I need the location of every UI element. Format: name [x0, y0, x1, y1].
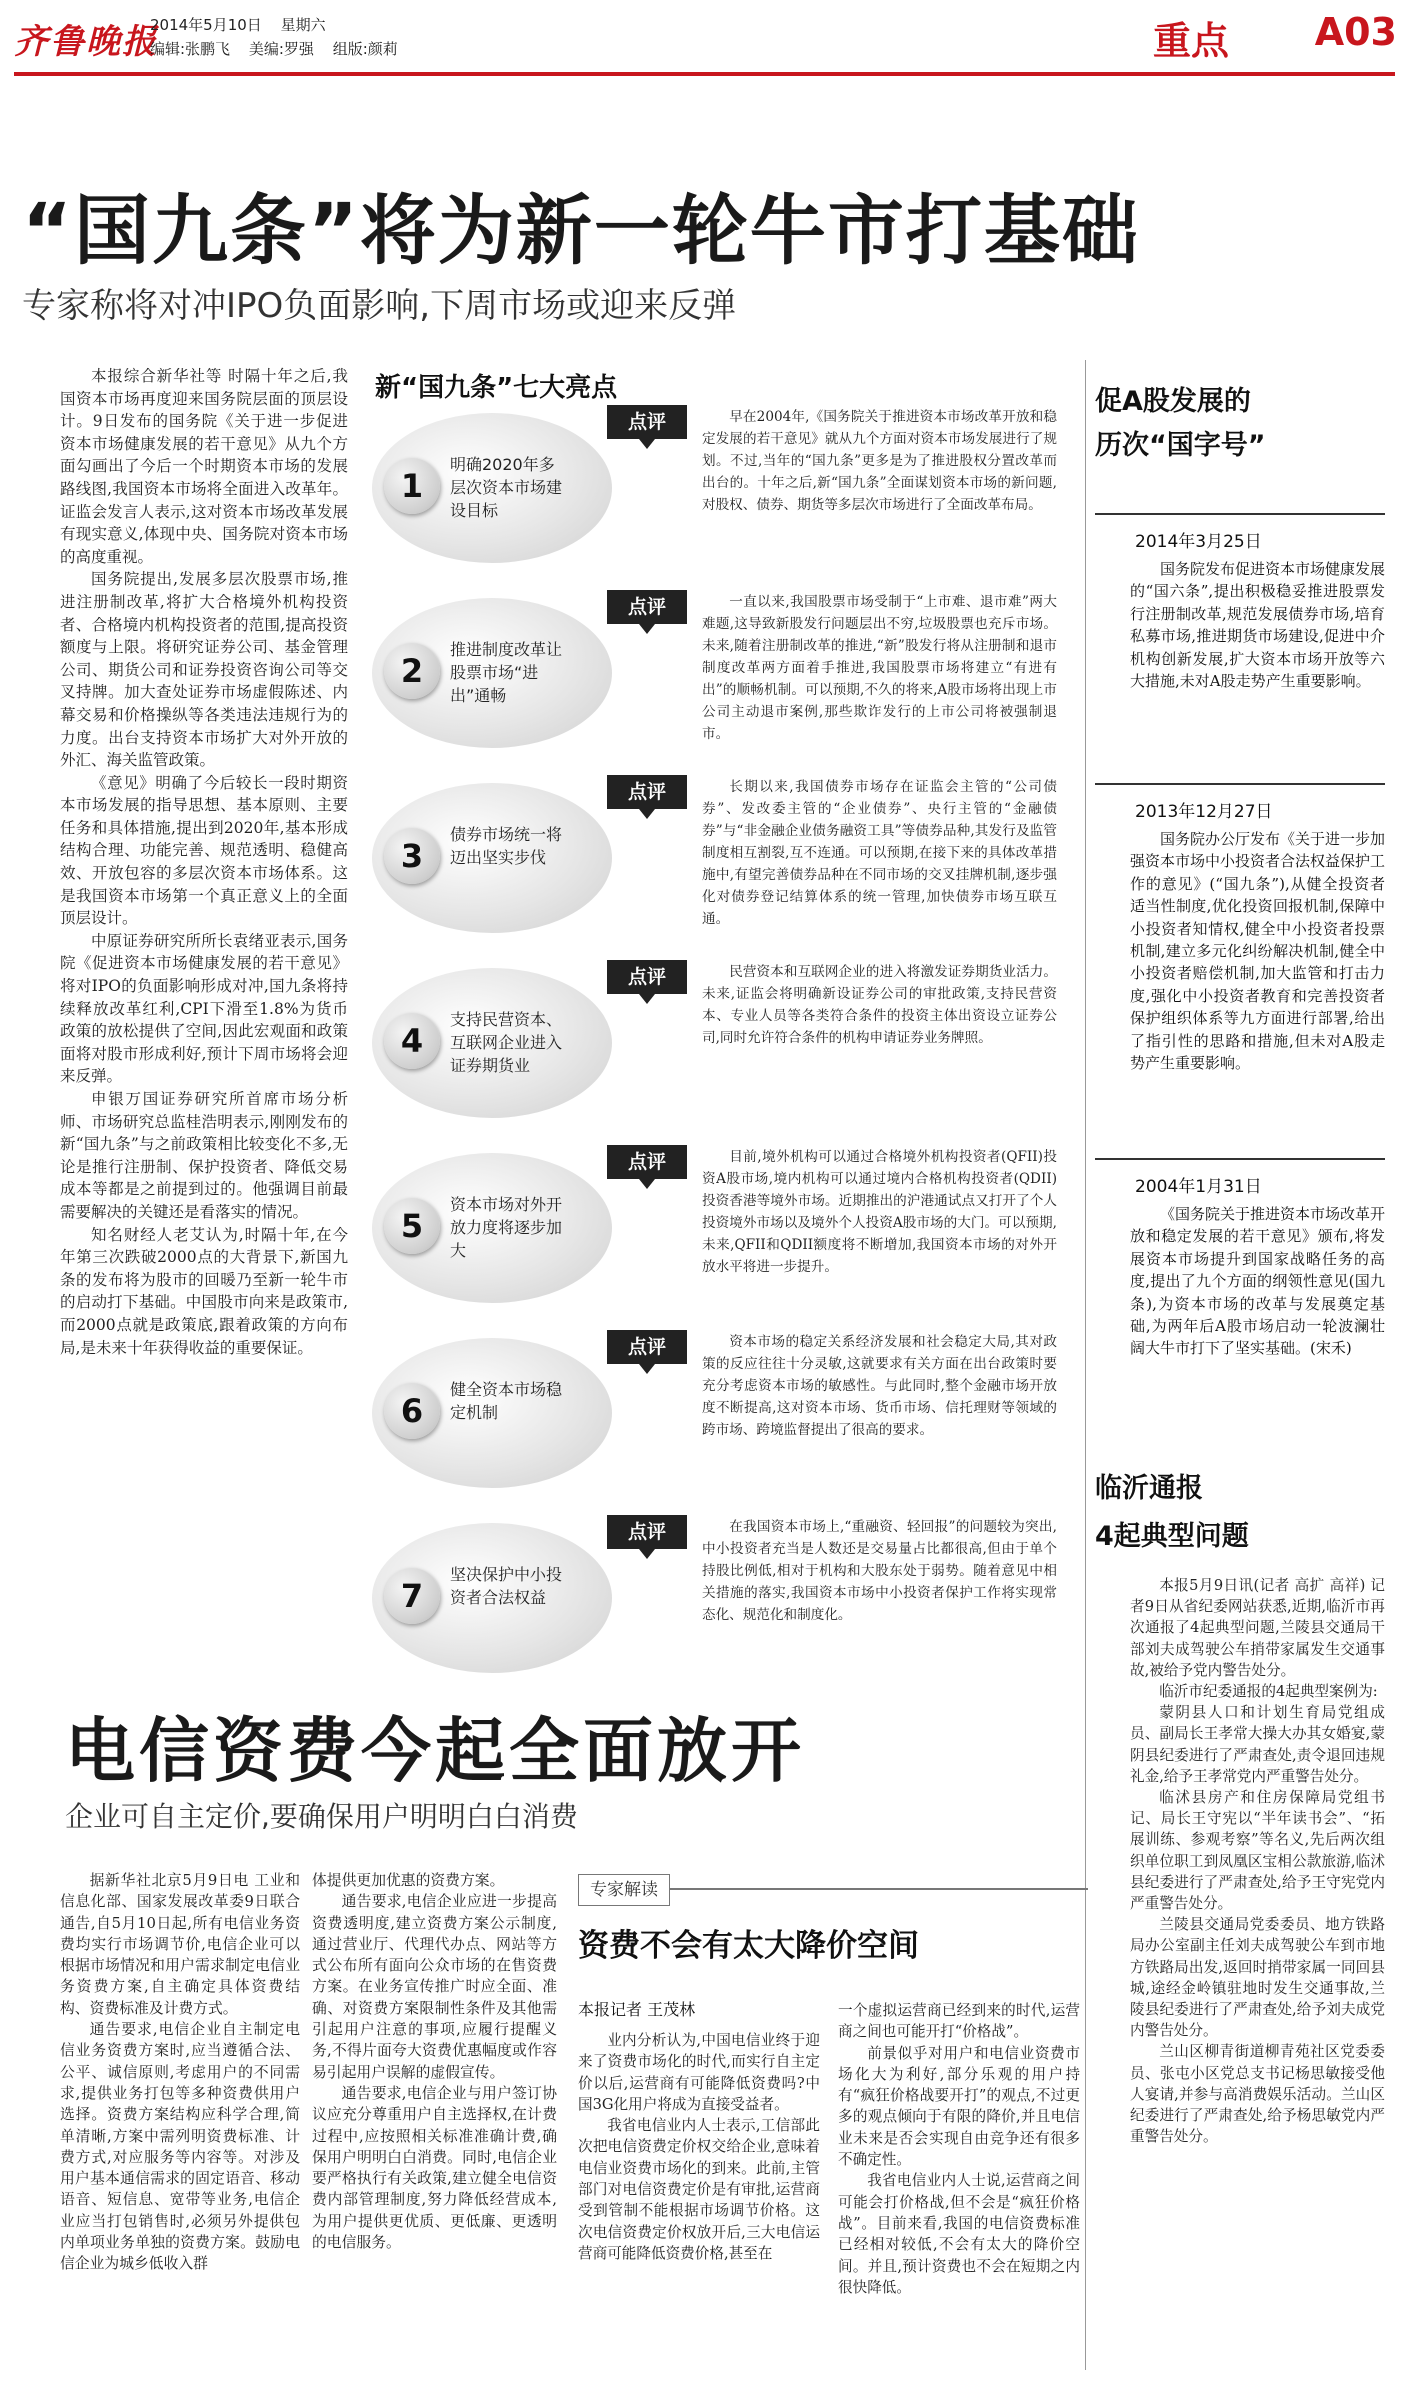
highlight-item	[372, 1323, 1087, 1508]
section-name: 重点	[1152, 19, 1229, 63]
history-entry-body	[1130, 1203, 1385, 1360]
highlight-number: 3	[384, 828, 440, 884]
linyi-paragraph: 临沭县房产和住房保障局党组书记、局长王守宪以“半年读书会”、“拓展训练、参观考察”等名义,先后两次组织单位职工到凤凰区宝相公款旅游,临沭县纪委进行了严肃查处,给予王守宪党内严重警告处分。	[1130, 1789, 1385, 1913]
comment-tag: 点评	[607, 1330, 687, 1364]
linyi-title-line: 临沂通报	[1095, 1473, 1203, 1504]
header-rule	[14, 72, 1395, 76]
history-entry-date: 2014年3月25日	[1135, 532, 1262, 552]
highlight-comment	[702, 1331, 1057, 1441]
telecom-paragraph: 通告要求,电信企业自主制定电信业务资费方案时,应当遵循合法、公平、诚信原则,考虑用户的不同需求,提供业务打包等多种资费供用户选择。资费方案结构应科学合理,简单清晰,方案中需列明资费标准、计费方式,对应服务等内容等。对涉及用户基本通信需求的固定语音、移动语音、短信息、宽带等业务,电信企业应当打包销售时,必须另外提供包内单项业务单独的资费方案。鼓励电信企业为城乡低收入群	[60, 2021, 300, 2273]
header-date	[150, 14, 326, 35]
telecom-subhead: 企业可自主定价,要确保用户明明白白消费	[65, 1800, 578, 1833]
telecom-headline: 电信资费今起全面放开	[65, 1710, 805, 1792]
page-number: A03	[1314, 10, 1397, 54]
highlight-text: 资本市场对外开放力度将逐步加大	[450, 1195, 563, 1260]
telecom-paragraph: 通告要求,电信企业与用户签订协议应充分尊重用户自主选择权,在计费过程中,应按照相关标准准确计费,确保用户明明白白消费。同时,电信企业要严格执行有关政策,建立健全电信资费内部管理制度,努力降低经营成本,为用户提供更优质、更低廉、更透明的电信服务。	[312, 2084, 557, 2252]
highlight-number: 2	[384, 643, 440, 699]
history-entry-date: 2013年12月27日	[1135, 802, 1273, 822]
column-divider	[1085, 360, 1086, 2370]
highlight-number: 1	[384, 458, 440, 514]
expert-byline: 本报记者 王茂林	[578, 2000, 696, 2019]
issue-weekday: 星期六	[280, 16, 326, 34]
highlight-comment	[702, 961, 1057, 1049]
telecom-body-col1	[60, 1870, 300, 2275]
telecom-paragraph: 据新华社北京5月9日电 工业和信息化部、国家发展改革委9日联合通告,自5月10日起,所有电信业务资费均实行市场调节价,电信企业可以根据市场情况和用户需求制定电信业务资费方案,自主确定具体资费结构、资费标准及计费方式。	[60, 1872, 300, 2017]
main-paragraph: 知名财经人老艾认为,时隔十年,在今年第三次跌破2000点的大背景下,新国九条的发布将为股市的回暖乃至新一轮牛市的启动打下基础。中国股市向来是政策市,而2000点就是政策底,跟着政策的方向布局,是未来十年获得收益的重要保证。	[60, 1225, 348, 1357]
issue-date: 2014年5月10日	[150, 16, 262, 34]
history-entry-date: 2004年1月31日	[1135, 1177, 1262, 1197]
highlight-text: 支持民营资本、互联网企业进入证券期货业	[450, 1010, 563, 1075]
highlight-item	[372, 1138, 1087, 1323]
history-entry	[1095, 783, 1385, 1074]
telecom-paragraph: 通告要求,电信企业应进一步提高资费透明度,建立资费方案公示制度,通过营业厅、代理代办点、网站等方式公布所有面向公众市场的在售资费方案。在业务宣传推广时应全面、准确、对资费方案限制性条件及其他需引起用户注意的事项,应履行提醒义务,不得片面夸大资费优惠幅度或作容易引起用户误解的虚假宣传。	[312, 1893, 557, 2081]
comment-tag: 点评	[607, 590, 687, 624]
comment-tag: 点评	[607, 1145, 687, 1179]
main-story-body	[60, 365, 348, 1359]
history-title-line: 历次“国字号”	[1095, 430, 1266, 461]
expert-paragraph: 一个虚拟运营商已经到来的时代,运营商之间也可能开打“价格战”。	[838, 2002, 1080, 2041]
highlight-comment-text: 资本市场的稳定关系经济发展和社会稳定大局,其对政策的反应往往十分灵敏,这就要求有关方面在出台政策时要充分考虑资本市场的敏感性。与此同时,整个金融市场开放度不断提高,这对资本市场、货币市场、信托理财等领域的跨市场、跨境监督提出了很高的要求。	[702, 1334, 1057, 1438]
highlight-item	[372, 1508, 1087, 1693]
main-paragraph: 本报综合新华社等 时隔十年之后,我国资本市场再度迎来国务院层面的顶层设计。9日发布的国务院《关于进一步促进资本市场健康发展的若干意见》从九个方面勾画出了今后一个时期资本市场的发展路线图,我国资本市场将全面进入改革年。证监会发言人表示,这对资本市场改革发展有现实意义,体现中央、国务院对资本市场的高度重视。	[60, 367, 348, 566]
highlight-number: 6	[384, 1383, 440, 1439]
highlight-text: 债券市场统一将迈出坚实步伐	[450, 825, 563, 867]
highlight-item	[372, 583, 1087, 768]
highlight-comment-text: 早在2004年,《国务院关于推进资本市场改革开放和稳定发展的若干意见》就从九个方面对资本市场发展进行了规划。不过,当年的“国九条”更多是为了推进股权分置改革而出台的。十年之后,新“国九条”全面谋划资本市场的新问题,对股权、债券、期货等多层次市场进行了全面改革布局。	[702, 409, 1057, 513]
linyi-paragraph: 兰山区柳青街道柳青苑社区党委委员、张屯小区党总支书记杨思敏接受他人宴请,并参与高消费娱乐活动。兰山区纪委进行了严肃查处,给予杨思敏党内严重警告处分。	[1130, 2043, 1385, 2146]
comment-tag: 点评	[607, 775, 687, 809]
expert-paragraph: 前景似乎对用户和电信业资费市场化大为利好,部分乐观的用户持有“疯狂价格战要开打”的观点,不过更多的观点倾向于有限的降价,并且电信业未来是否会实现自由竞争还有很多不确定性。	[838, 2044, 1080, 2169]
linyi-body	[1130, 1575, 1385, 2147]
art-credit: 美编:罗强	[248, 40, 314, 58]
highlight-text: 明确2020年多层次资本市场建设目标	[450, 455, 563, 520]
linyi-paragraph: 蒙阴县人口和计划生育局党组成员、副局长王孝常大操大办其女婚宴,蒙阴县纪委进行了严肃查处,责令退回违规礼金,给予王孝常党内严重警告处分。	[1130, 1704, 1385, 1785]
comment-tag: 点评	[607, 405, 687, 439]
highlight-comment-text: 在我国资本市场上,“重融资、轻回报”的问题较为突出,中小投资者充当是人数还是交易量占比都很高,但由于单个持股比例低,相对于机构和大股东处于弱势。随着意见中相关措施的落实,我国资本市场中小投资者保护工作将实现常态化、规范化和制度化。	[702, 1519, 1057, 1623]
highlight-comment	[702, 1146, 1057, 1278]
history-entry-text: 国务院发布促进资本市场健康发展的“国六条”,提出积极稳妥推进股票发行注册制改革,规范发展债券市场,培育私募市场,推进期货市场建设,促进中介机构创新发展,扩大资本市场开放等六大措施,未对A股走势产生重要影响。	[1130, 560, 1386, 691]
expert-paragraph: 我省电信业内人士表示,工信部此次把电信资费定价权交给企业,意味着电信业资费市场化的到来。此前,主管部门对电信资费定价是有审批,运营商受到管制不能根据市场调节价格。这次电信资费定价权放开后,三大电信运营商可能降低资费价格,甚至在	[578, 2117, 820, 2262]
highlight-comment	[702, 406, 1057, 516]
history-entry-text: 《国务院关于推进资本市场改革开放和稳定发展的若干意见》颁布,将发展资本市场提升到国家战略任务的高度,提出了九个方面的纲领性意见(国九条),为资本市场的改革与发展奠定基础,为两年后A股市场启动一轮波澜壮阔大牛市打下了坚实基础。(宋禾)	[1130, 1205, 1386, 1358]
highlights-title: 新“国九条”七大亮点	[375, 373, 618, 403]
history-entry	[1095, 1158, 1385, 1360]
highlight-text: 坚决保护中小投资者合法权益	[450, 1565, 563, 1607]
main-paragraph: 中原证券研究所所长袁绪亚表示,国务院《促进资本市场健康发展的若干意见》将对IPO的负面影响形成对冲,国九条将持续释放改革红利,CPI下滑至1.8%为货币政策的放松提供了空间,因此宏观面和政策面将对股市形成利好,预计下周市场将会迎来反弹。	[60, 931, 348, 1086]
linyi-paragraph: 兰陵县交通局党委委员、地方铁路局办公室副主任刘夫成驾驶公车到市地方铁路局出发,返回时捎带家属一同回县城,途经金岭镇驻地时发生交通事故,兰陵县纪委进行了严肃查处,给予刘夫成党内警告处分。	[1130, 1916, 1385, 2040]
highlight-comment-text: 长期以来,我国债券市场存在证监会主管的“公司债券”、发改委主管的“企业债券”、央行主管的“金融债券”与“非金融企业债务融资工具”等债券品种,其发行及监管制度相互割裂,互不连通。可以预期,在接下来的具体改革措施中,有望完善债券品种在不同市场的交叉挂牌机制,逐步强化对债券登记结算体系的统一管理,加快债券市场互联互通。	[702, 779, 1057, 927]
expert-title: 资费不会有太大降价空间	[578, 1928, 919, 1964]
telecom-paragraph: 体提供更加优惠的资费方案。	[312, 1872, 505, 1889]
highlight-comment-text: 一直以来,我国股票市场受制于“上市难、退市难”两大难题,这导致新股发行问题层出不穷,垃圾股票也充斥市场。未来,随着注册制改革的推进,“新”股发行将从注册制和退市制度改革两方面着手推进,我国股票市场将建立“有进有出”的顺畅机制。可以预期,不久的将来,A股市场将出现上市公司主动退市案例,那些欺诈发行的上市公司将被强制退市。	[702, 594, 1057, 742]
history-entry-body	[1130, 558, 1385, 692]
expert-paragraph: 我省电信业内人士说,运营商之间可能会打价格战,但不会是“疯狂价格战”。目前来看,我国的电信资费标准已经相对较低,不会有太大的降价空间。并且,预计资费也不会在短期之内很快降低。	[838, 2172, 1080, 2296]
highlight-number: 4	[384, 1013, 440, 1069]
history-entry-text: 国务院办公厅发布《关于进一步加强资本市场中小投资者合法权益保护工作的意见》(“国九条”),从健全投资者适当性制度,优化投资回报机制,保障中小投资者知情权,健全中小投资者投票机制,建立多元化纠纷解决机制,健全中小投资者赔偿机制,加大监管和打击力度,强化中小投资者教育和完善投资者保护组织体系等九方面进行部署,给出了指引性的思路和措施,但未对A股走势产生重要影响。	[1130, 830, 1386, 1073]
masthead: 齐鲁晚报	[14, 22, 158, 62]
linyi-paragraph: 临沂市纪委通报的4起典型案例为:	[1159, 1683, 1378, 1701]
history-title	[1095, 380, 1266, 468]
highlight-comment	[702, 776, 1057, 930]
expert-body-col2	[838, 2000, 1080, 2298]
highlight-item	[372, 398, 1087, 583]
header-credits	[150, 38, 398, 59]
history-entry	[1095, 513, 1385, 692]
highlight-number: 5	[384, 1198, 440, 1254]
highlight-comment	[702, 1516, 1057, 1626]
comment-tag: 点评	[607, 1515, 687, 1549]
linyi-title	[1095, 1465, 1249, 1561]
highlight-comment-text: 民营资本和互联网企业的进入将激发证券期货业活力。未来,证监会将明确新设证券公司的审批政策,支持民营资本、专业人员等各类符合条件的投资主体出资设立证券公司,同时允许符合条件的机构申请证券业务牌照。	[702, 964, 1057, 1046]
main-paragraph: 国务院提出,发展多层次股票市场,推进注册制改革,将扩大合格境外机构投资者、合格境内机构投资者的范围,提高投资额度与上限。将研究证券公司、基金管理公司、期货公司和证券投资咨询公司等交叉持牌。加大查处证券市场虚假陈述、内幕交易和价格操纵等各类违法违规行为的力度。出台支持资本市场扩大对外开放的外汇、海关监管政策。	[60, 570, 348, 770]
main-paragraph: 《意见》明确了今后较长一段时期资本市场发展的指导思想、基本原则、主要任务和具体措施,提出到2020年,基本形成结构合理、功能完善、规范透明、稳健高效、开放包容的多层次资本市场体系。这是我国资本市场第一个真正意义上的全面顶层设计。	[60, 773, 348, 928]
history-title-line: 促A股发展的	[1095, 386, 1251, 417]
main-subhead: 专家称将对冲IPO负面影响,下周市场或迎来反弹	[22, 286, 737, 326]
editor-credit: 编辑:张鹏飞	[150, 40, 231, 58]
highlight-item	[372, 768, 1087, 953]
main-headline: “国九条”将为新一轮牛市打基础	[22, 186, 1140, 275]
linyi-paragraph: 本报5月9日讯(记者 高扩 高祥) 记者9日从省纪委网站获悉,近期,临沂市再次通报了4起典型问题,兰陵县交通局干部刘夫成驾驶公车捎带家属发生交通事故,被给予党内警告处分。	[1130, 1577, 1385, 1679]
typeset-credit: 组版:颜莉	[332, 40, 398, 58]
highlight-item	[372, 953, 1087, 1138]
comment-tag: 点评	[607, 960, 687, 994]
expert-tag: 专家解读	[578, 1874, 670, 1906]
highlight-text: 健全资本市场稳定机制	[450, 1380, 563, 1422]
expert-body-col1	[578, 2030, 820, 2264]
highlight-comment	[702, 591, 1057, 745]
highlight-comment-text: 目前,境外机构可以通过合格境外机构投资者(QFII)投资A股市场,境内机构可以通过境内合格机构投资者(QDII)投资香港等境外市场。近期推出的沪港通试点又打开了个人投资境外市场以及境外个人投资A股市场的大门。可以预期,未来,QFII和QDII额度将不断增加,我国资本市场的对外开放水平将进一步提升。	[702, 1149, 1057, 1275]
highlight-text: 推进制度改革让股票市场“进出”通畅	[450, 640, 563, 705]
telecom-body-col2	[312, 1870, 557, 2253]
linyi-title-line: 4起典型问题	[1095, 1521, 1249, 1552]
expert-paragraph: 业内分析认为,中国电信业终于迎来了资费市场化的时代,而实行自主定价以后,运营商有可能降低资费吗?中国3G化用户将成为直接受益者。	[578, 2032, 820, 2113]
history-entry-body	[1130, 828, 1385, 1074]
highlight-number: 7	[384, 1568, 440, 1624]
main-paragraph: 申银万国证券研究所首席市场分析师、市场研究总监桂浩明表示,刚刚发布的新“国九条”与之前政策相比较变化不多,无论是推行注册制、保护投资者、降低交易成本等都是之前提到过的。他强调目前最需要解决的关键还是看落实的情况。	[60, 1090, 348, 1221]
